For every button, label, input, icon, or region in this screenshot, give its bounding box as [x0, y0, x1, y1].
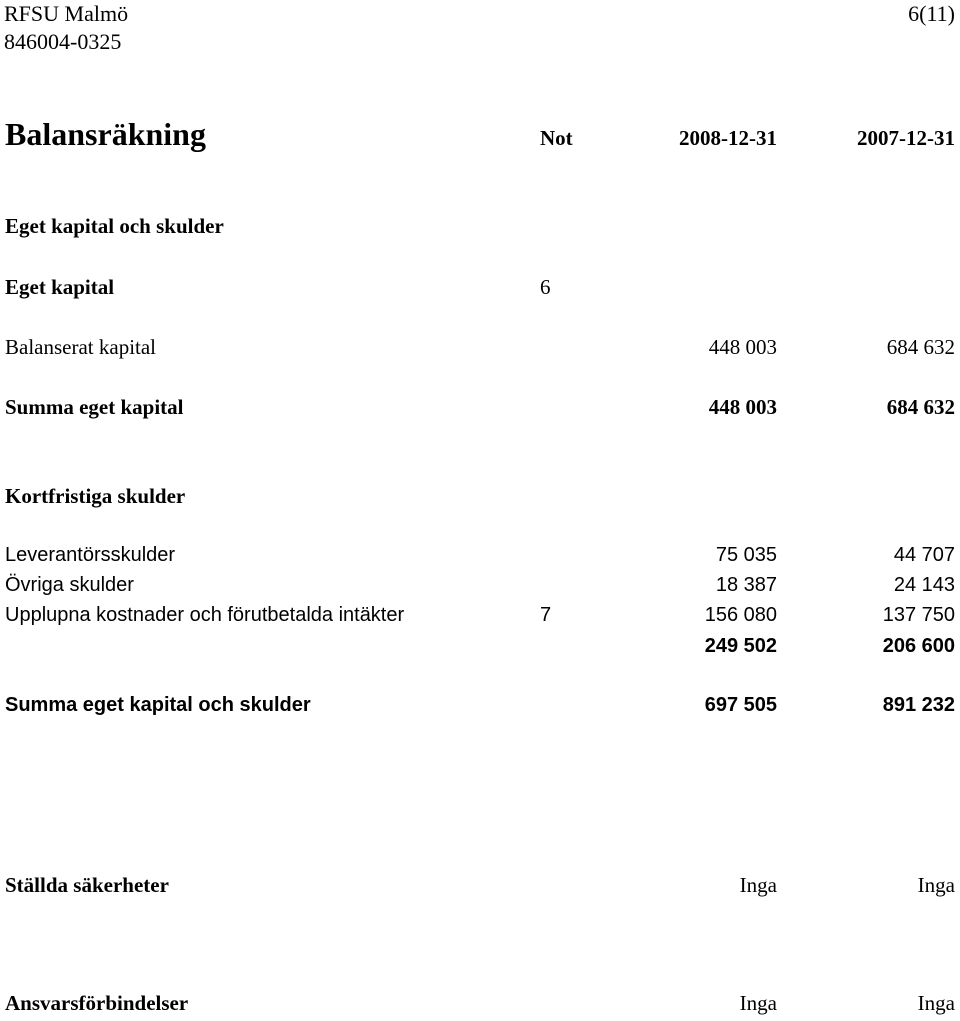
row-label: Övriga skulder [5, 574, 134, 596]
value-2007: 684 632 [886, 395, 955, 419]
row-label-total-equity-and-liabilities: Summa eget kapital och skulder [5, 694, 311, 716]
value-2007: 684 632 [886, 335, 955, 359]
section-heading-equity: Eget kapital [5, 275, 115, 299]
row-label-pledged-assets: Ställda säkerheter [5, 873, 169, 897]
value-2008: Inga [739, 873, 777, 897]
row-label: Leverantörsskulder [5, 544, 176, 566]
value-2008: 697 505 [704, 694, 777, 716]
value-2007: 137 750 [882, 604, 955, 626]
note-ref: 7 [540, 604, 552, 626]
value-2008: 156 080 [704, 604, 777, 626]
page-number: 6(11) [908, 1, 955, 26]
value-2007: 891 232 [882, 694, 955, 716]
column-header-year-2008: 2008-12-31 [679, 126, 777, 150]
organization-name: RFSU Malmö [4, 1, 129, 26]
organization-number: 846004-0325 [4, 29, 122, 54]
value-2007: Inga [917, 991, 955, 1015]
page-title: Balansräkning [5, 116, 206, 152]
value-2008: 18 387 [715, 574, 777, 596]
subtotal-2008: 249 502 [704, 635, 777, 657]
equity-note-ref: 6 [540, 275, 551, 299]
subtotal-2007: 206 600 [882, 635, 955, 657]
column-header-year-2007: 2007-12-31 [857, 126, 955, 150]
row-label-total-equity: Summa eget kapital [5, 395, 184, 419]
row-label: Upplupna kostnader och förutbetalda intäkter [5, 604, 405, 626]
column-header-note: Not [540, 126, 573, 150]
row-label-contingent-liabilities: Ansvarsförbindelser [5, 991, 189, 1015]
value-2007: Inga [917, 873, 955, 897]
value-2008: 448 003 [708, 395, 777, 419]
row-label-retained-earnings: Balanserat kapital [5, 335, 157, 359]
value-2008: Inga [739, 991, 777, 1015]
value-2007: 24 143 [893, 574, 955, 596]
section-heading-equity-and-liabilities: Eget kapital och skulder [5, 214, 224, 238]
value-2008: 448 003 [708, 335, 777, 359]
section-heading-short-term-liabilities: Kortfristiga skulder [5, 484, 186, 508]
value-2007: 44 707 [893, 544, 955, 566]
value-2008: 75 035 [715, 544, 777, 566]
